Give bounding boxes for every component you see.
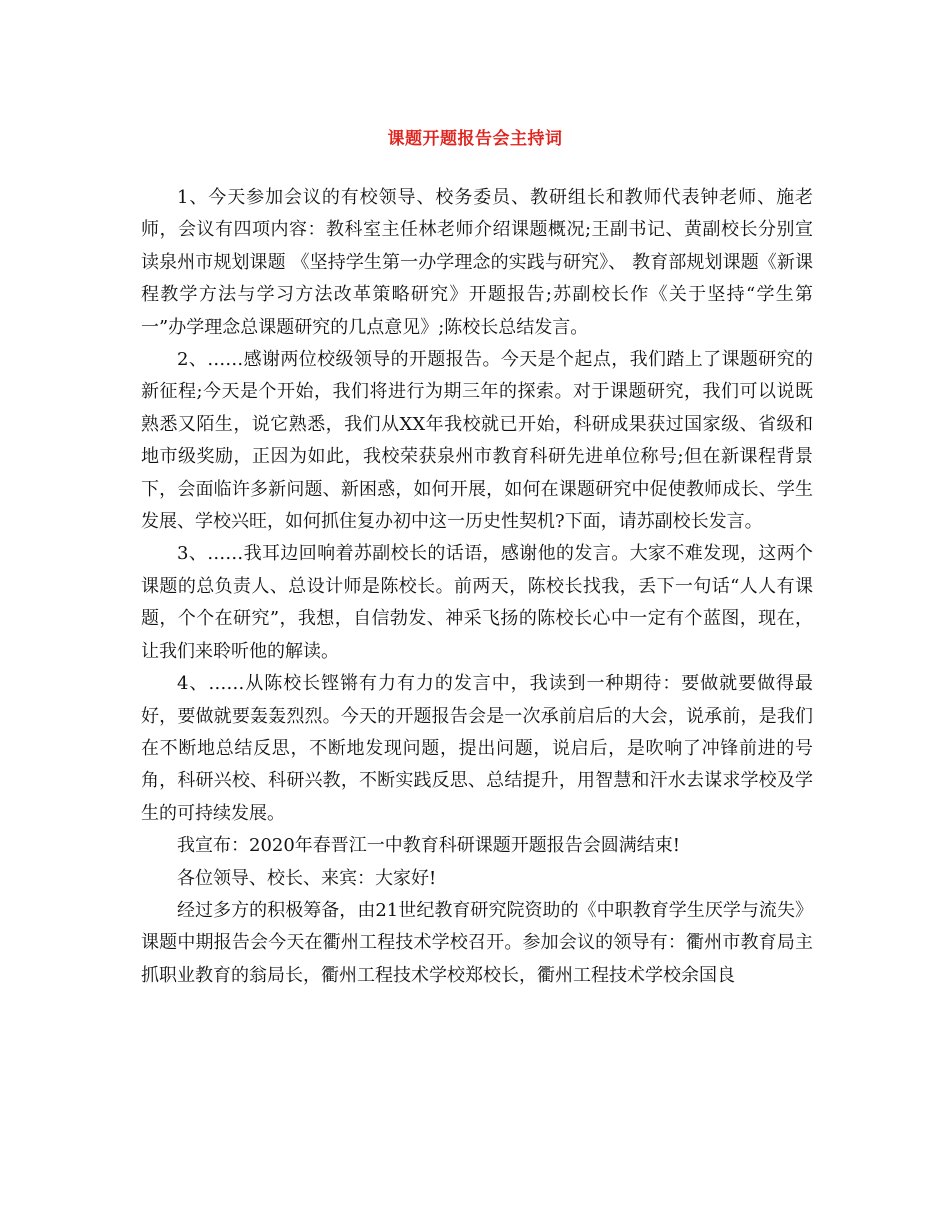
paragraph: 经过多方的积极筹备，由21世纪教育研究院资助的《中职教育学生厌学与流失》课题中期报告会今天在衢州工程技术学校召开。参加会议的领导有：衢州市教育局主抓职业教育的翁局长，衢州工程技术学校郑校长，衢州工程技术学校余国良 (141, 899, 813, 986)
paragraph: 3、……我耳边回响着苏副校长的话语，感谢他的发言。大家不难发现，这两个课题的总负责人、总设计师是陈校长。前两天，陈校长找我，丢下一句话“人人有课题，个个在研究”，我想，自信勃发、神采飞扬的陈校长心中一定有个蓝图，现在，让我们来聆听他的解读。 (141, 543, 813, 662)
paragraph: 各位领导、校长、来宾：大家好! (177, 867, 437, 889)
document-title: 课题开题报告会主持词 (387, 129, 563, 149)
paragraph: 4、……从陈校长铿锵有力有力的发言中，我读到一种期待：要做就要做得最好，要做就要轰轰烈烈。今天的开题报告会是一次承前启后的大会，说承前，是我们在不断地总结反思，不断地发现问题，提出问题，说启后，是吹响了冲锋前进的号角，科研兴校、科研兴教，不断实践反思、总结提升，用智慧和汗水去谋求学校及学生的可持续发展。 (141, 673, 813, 824)
paragraph: 2、……感谢两位校级领导的开题报告。今天是个起点，我们踏上了课题研究的新征程;今天是个开始，我们将进行为期三年的探索。对于课题研究，我们可以说既熟悉又陌生，说它熟悉，我们从XX年我校就已开始，科研成果获过国家级、省级和地市级奖励，正因为如此，我校荣获泉州市教育科研先进单位称号;但在新课程背景下，会面临许多新问题、新困惑，如何开展，如何在课题研究中促使教师成长、学生发展、学校兴旺，如何抓住复办初中这一历史性契机?下面，请苏副校长发言。 (141, 349, 813, 533)
document-body (141, 182, 813, 992)
paragraph: 1、今天参加会议的有校领导、校务委员、教研组长和教师代表钟老师、施老师，会议有四项内容：教科室主任林老师介绍课题概况;王副书记、黄副校长分别宣读泉州市规划课题 《坚持学生第一办学理念的实践与研究》、 教育部规划课题《新课程教学方法与学习方法改革策略研究》开题报告;苏副校长作《关于坚持“学生第一”办学理念总课题研究的几点意见》;陈校长总结发言。 (141, 187, 813, 338)
paragraph: 我宣布：2020年春晋江一中教育科研课题开题报告会圆满结束! (177, 835, 681, 857)
